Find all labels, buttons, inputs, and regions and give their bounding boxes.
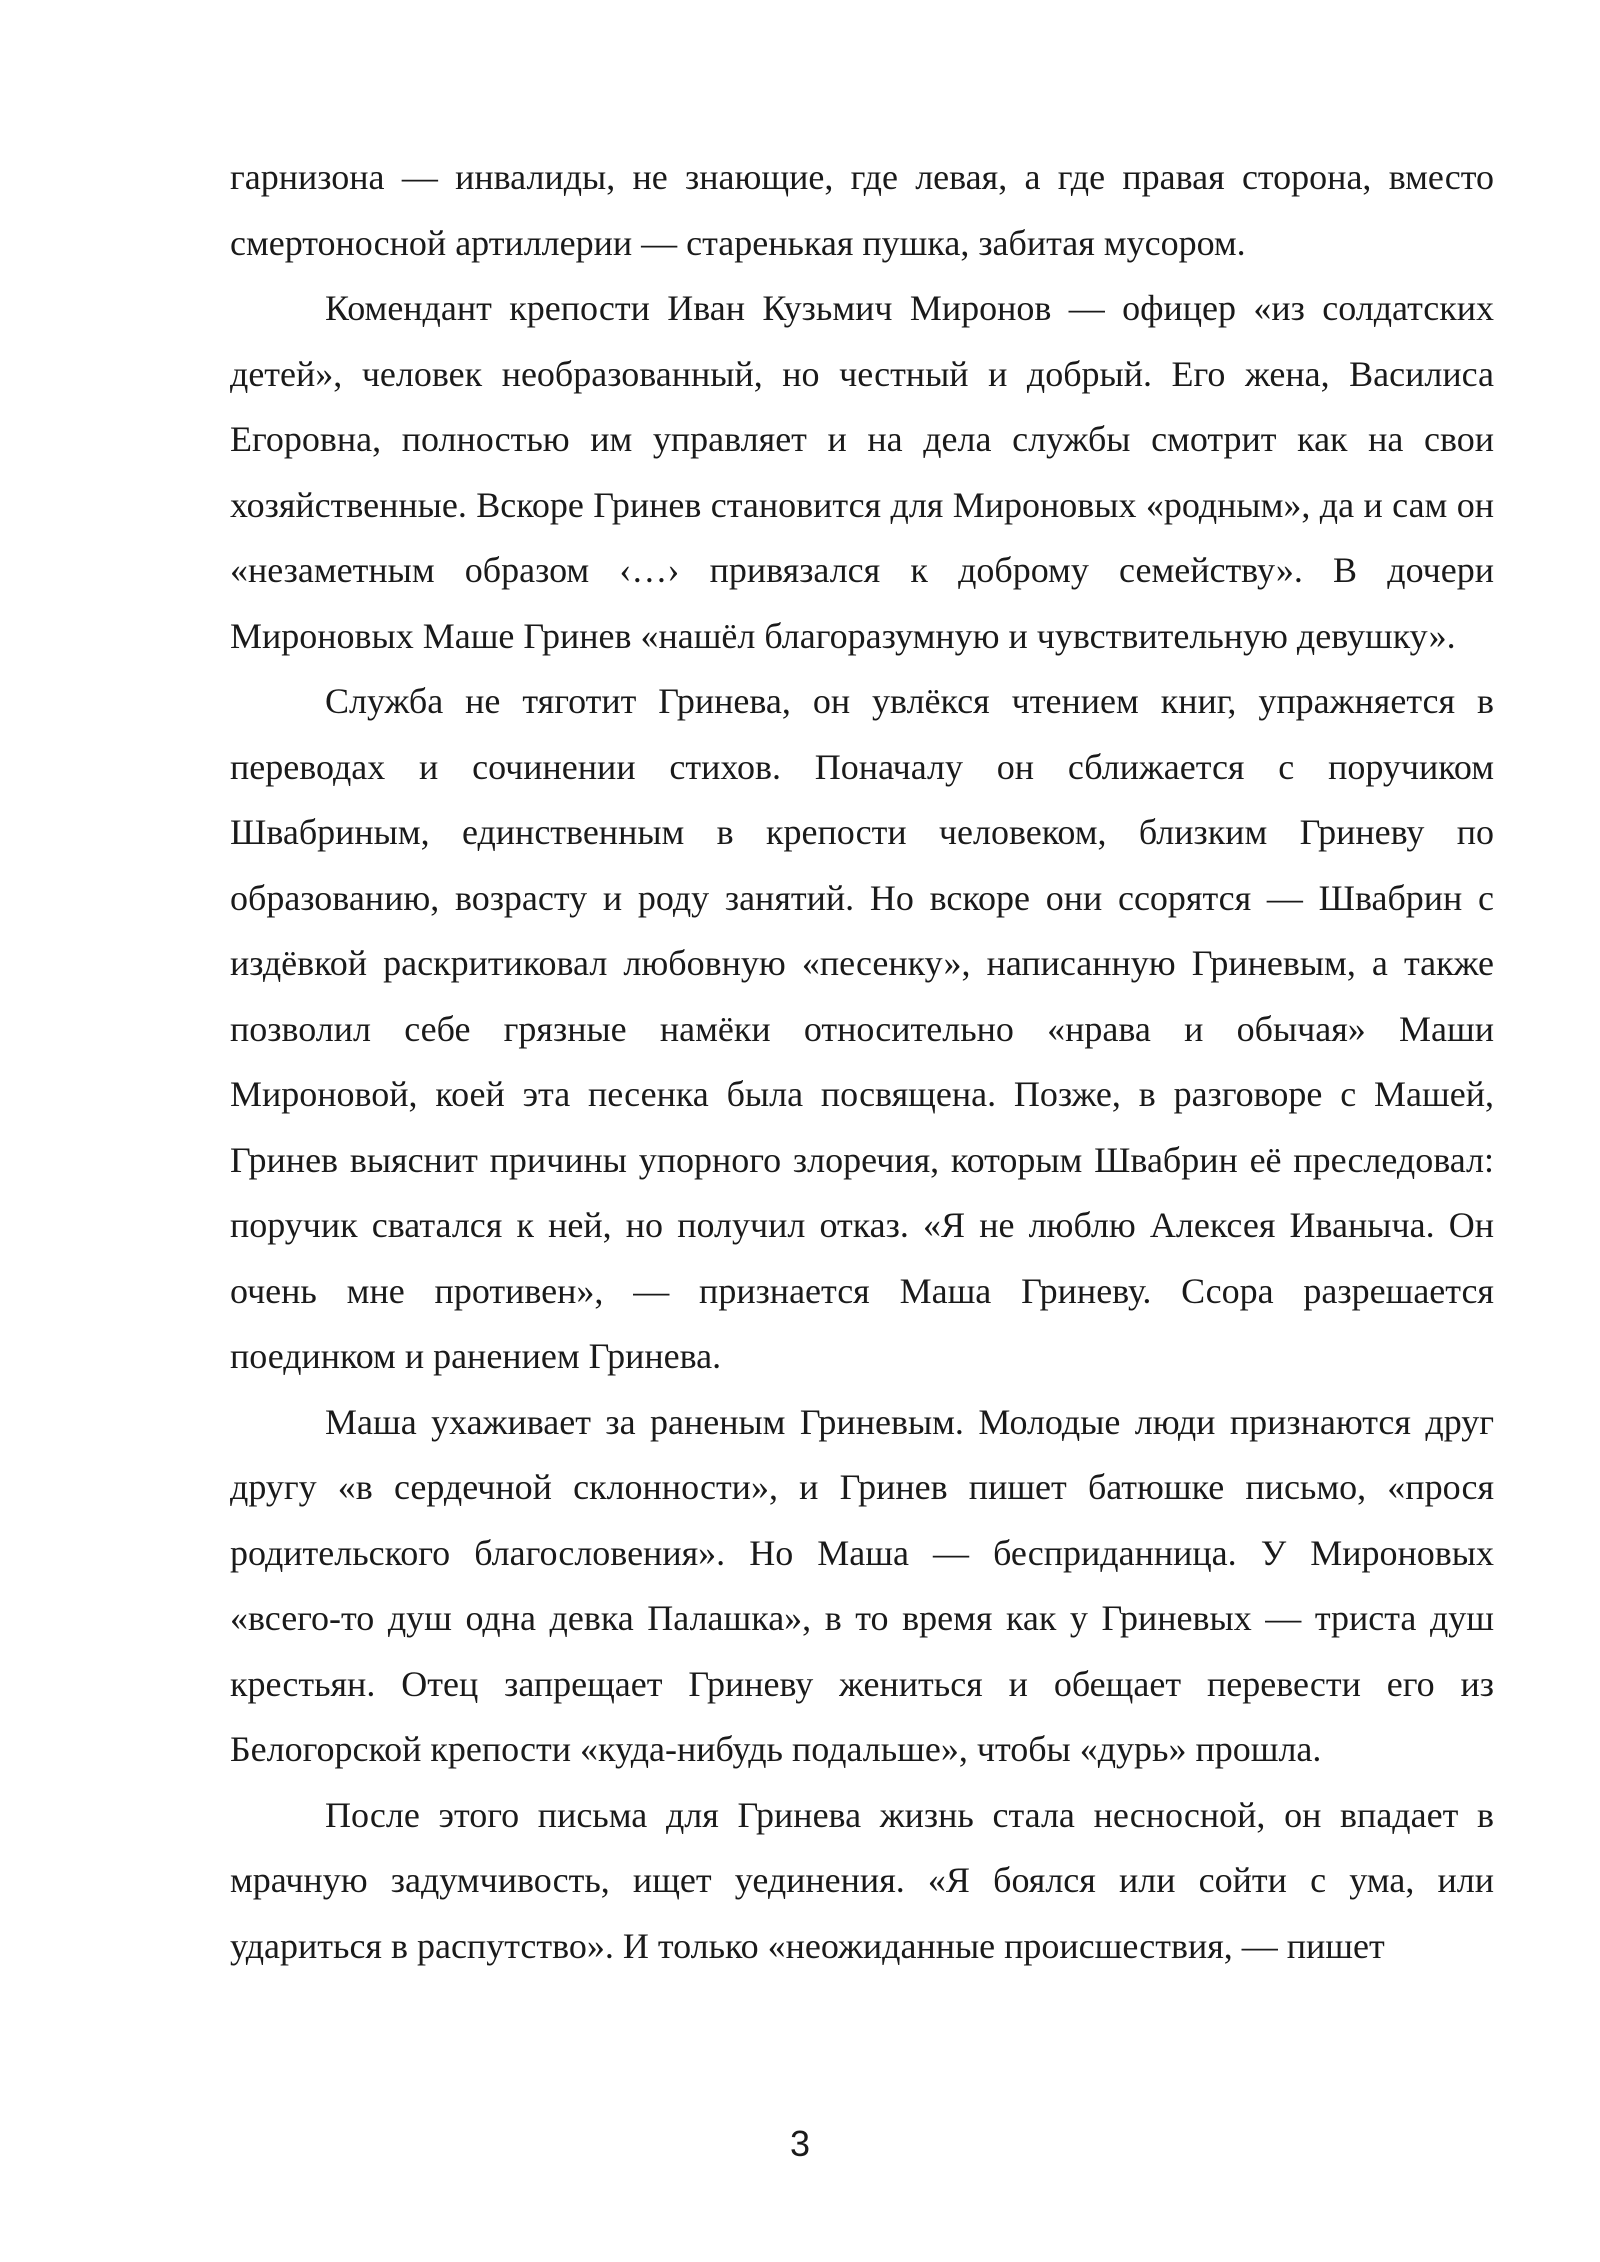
page-number: 3 bbox=[789, 2123, 811, 2164]
paragraph-masha: Маша ухаживает за раненым Гриневым. Молодые люди признаются друг другу «в сердечной склонности», и Гринев пишет батюшке письмо, «прося родительского благословения». Но Маша — бесприданница. У Мироновых «всего-то душ одна девка Палашка», в то время как у Гриневых — триста душ крестьян. Отец запрещает Гриневу жениться и обещает перевести его из Белогорской крепости «куда-нибудь подальше», чтобы «дурь» прошла. bbox=[230, 1401, 1494, 1769]
paragraph-commandant: Комендант крепости Иван Кузьмич Миронов — офицер «из солдатских детей», человек необразованный, но честный и добрый. Его жена, Василиса Егоровна, полностью им управляет и на дела службы смотрит как на свои хозяйственные. Вскоре Гринев становится для Мироновых «родным», да и сам он «незаметным образом ‹…› привязался к доброму семейству». В дочери Мироновых Маше Гринев «нашёл благоразумную и чувствительную девушку». bbox=[230, 288, 1494, 656]
body-text bbox=[230, 145, 1494, 1979]
paragraph-continuation: гарнизона — инвалиды, не знающие, где левая, а где правая сторона, вместо смертоносной артиллерии — старенькая пушка, забитая мусором. bbox=[230, 157, 1494, 263]
paragraph-service: Служба не тяготит Гринева, он увлёкся чтением книг, упражняется в переводах и сочинении стихов. Поначалу он сближается с поручиком Швабриным, единственным в крепости человеком, близким Гриневу по образованию, возрасту и роду занятий. Но вскоре они ссорятся — Швабрин с издёвкой раскритиковал любовную «песенку», написанную Гриневым, а также позволил себе грязные намёки относительно «нрава и обычая» Маши Мироновой, коей эта песенка была посвящена. Позже, в разговоре с Машей, Гринев выяснит причины упорного злоречия, которым Швабрин её преследовал: поручик сватался к ней, но получил отказ. «Я не люблю Алексея Иваныча. Он очень мне противен», — признается Маша Гриневу. Ссора разрешается поединком и ранением Гринева. bbox=[230, 681, 1494, 1376]
paragraph-letter: После этого письма для Гринева жизнь стала несносной, он впадает в мрачную задумчивость, ищет уединения. «Я боялся или сойти с ума, или удариться в распутство». И только «неожиданные происшествия, — пишет bbox=[230, 1794, 1494, 1966]
